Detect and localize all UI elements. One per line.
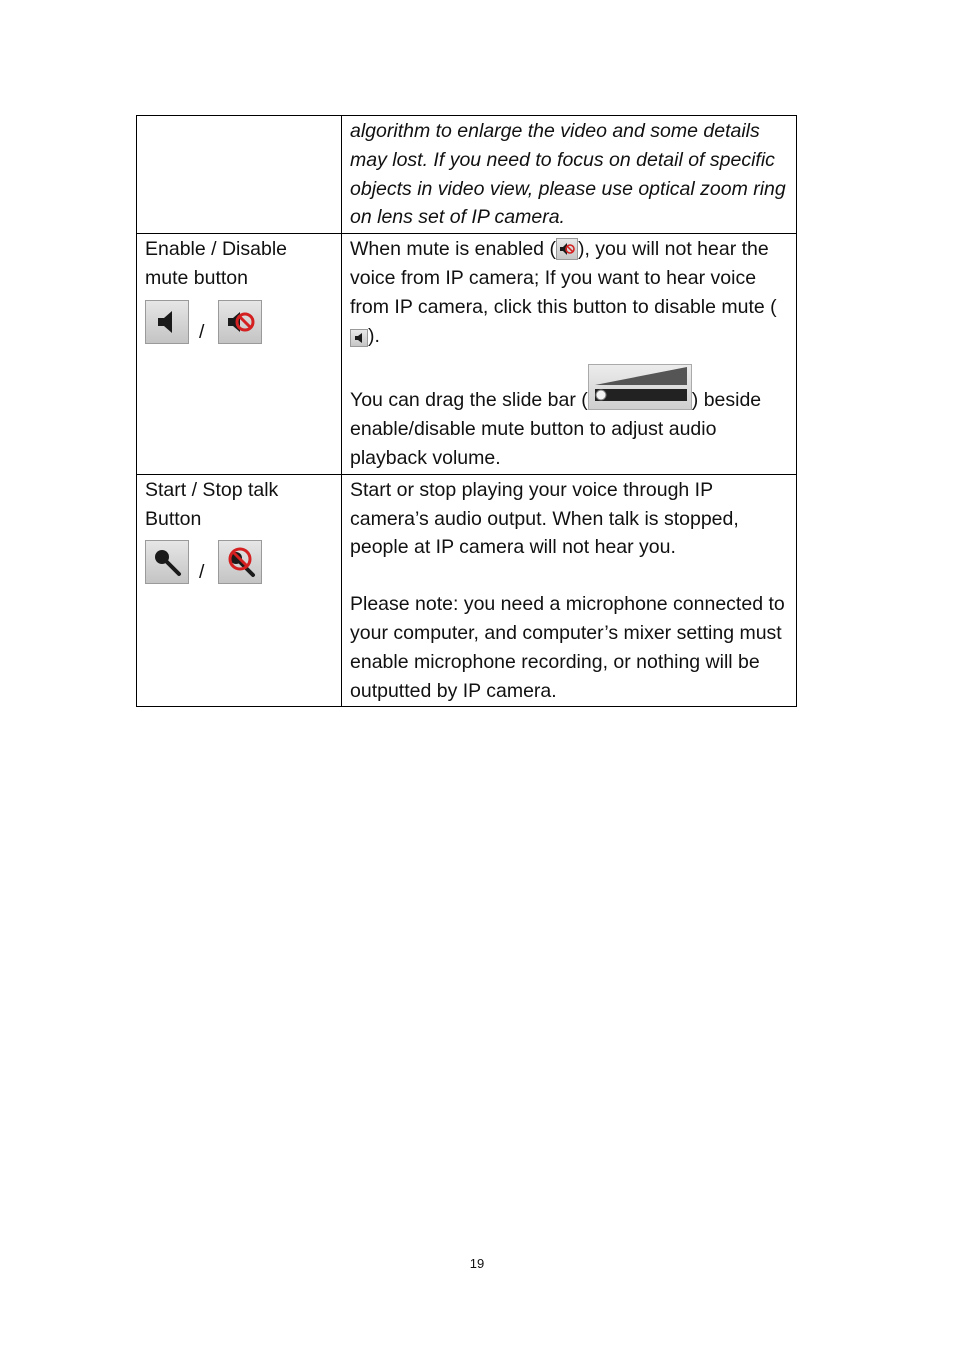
mute-desc-part2: ), you will not hear the voice from IP camera; If you want to hear voice from IP camera, click this button to disable mute ( — [350, 238, 777, 318]
mute-desc-part1: When mute is enabled ( — [350, 238, 556, 261]
talk-button-label-line1: Start / Stop talk — [145, 478, 279, 501]
icon-separator: / — [199, 320, 205, 343]
mute-description — [350, 235, 788, 350]
microphone-icon — [145, 540, 189, 584]
zoom-note-text: algorithm to enlarge the video and some details may lost. If you need to focus on detail of specific objects in video view, please use optical zoom ring on lens set of IP camera. — [350, 120, 786, 229]
feature-description-cell — [342, 234, 797, 475]
feature-name-cell — [137, 116, 342, 234]
icon-separator: / — [199, 561, 205, 584]
feature-name-cell — [137, 474, 342, 707]
table-row — [137, 474, 797, 707]
microphone-muted-icon — [218, 540, 262, 584]
volume-description — [350, 364, 788, 472]
volume-slider-image — [588, 364, 692, 410]
feature-description-cell — [342, 474, 797, 707]
microphone-note: Please note: you need a microphone connected to your computer, and computer’s mixer setting must enable microphone recording, or nothing will be outputted by IP camera. — [350, 593, 785, 702]
talk-button-label-line2: Button — [145, 507, 202, 530]
mute-button-label-line2: mute button — [145, 266, 248, 289]
volume-desc-part1: You can drag the slide bar ( — [350, 389, 588, 412]
feature-name-cell — [137, 234, 342, 475]
speaker-icon — [350, 329, 368, 347]
volume-desc-part2: ) beside enable/disable mute button to adjust audio playback volume. — [350, 389, 762, 469]
speaker-muted-icon — [556, 238, 578, 260]
table-row — [137, 116, 797, 234]
mute-icons — [145, 296, 333, 344]
page-number: 19 — [469, 1256, 485, 1271]
mute-desc-part3: ). — [368, 324, 380, 347]
table-row — [137, 234, 797, 475]
speaker-icon — [145, 300, 189, 344]
talk-icons — [145, 536, 333, 584]
mute-button-label-line1: Enable / Disable — [145, 238, 288, 261]
feature-description-cell — [342, 116, 797, 234]
speaker-muted-icon — [218, 300, 262, 344]
talk-description: Start or stop playing your voice through IP camera’s audio output. When talk is stopped, people at IP camera will not hear you. — [350, 478, 739, 559]
feature-table — [136, 115, 797, 707]
